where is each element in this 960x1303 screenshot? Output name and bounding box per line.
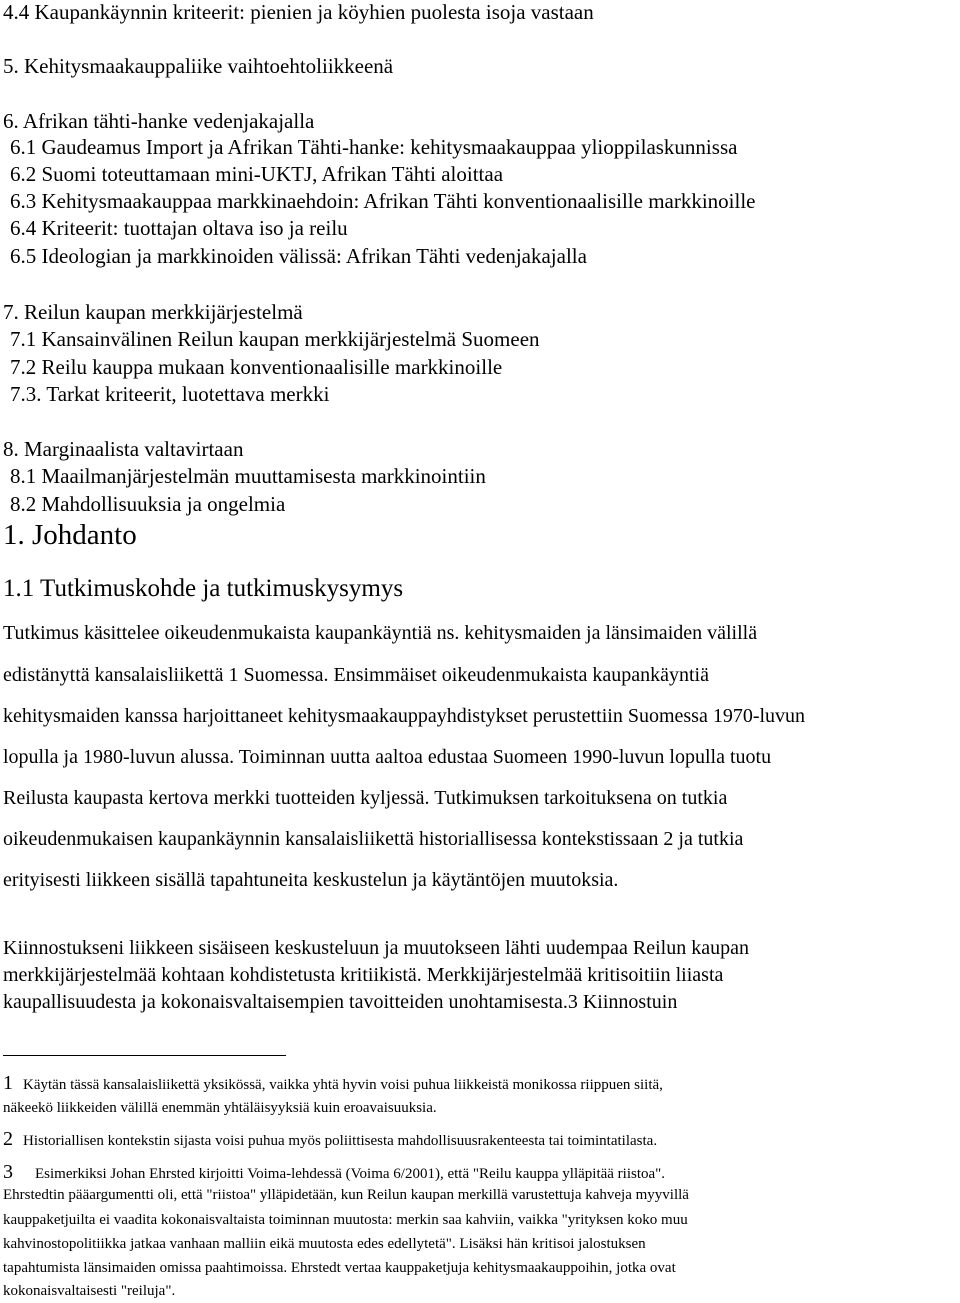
footnote-3 [3,1162,665,1182]
toc-item: 6.1 Gaudeamus Import ja Afrikan Tähti-hanke: kehitysmaakauppaa ylioppilaskunnissa [10,135,738,159]
paragraph-line: kehitysmaiden kanssa harjoittaneet kehitysmaakauppayhdistykset perustettiin Suomessa 1970-luvun [3,705,806,727]
footnote-number: 3 [3,1161,13,1183]
paragraph-line: Kiinnostukseni liikkeen sisäiseen keskusteluun ja muutokseen lähti uudempaa Reilun kaupan [3,937,749,959]
footnote-2 [3,1129,657,1149]
toc-item: 7. Reilun kaupan merkkijärjestelmä [3,300,303,324]
paragraph-line: erityisesti liikkeen sisällä tapahtuneita keskustelun ja käytäntöjen muutoksia. [3,869,619,891]
toc-item: 7.1 Kansainvälinen Reilun kaupan merkkijärjestelmä Suomeen [10,327,540,351]
toc-item: 6.4 Kriteerit: tuottajan oltava iso ja reilu [10,216,348,240]
footnote-3-continuation: tapahtumista länsimaiden omissa paahtimoissa. Ehrstedt vertaa kauppaketjuja kehitysmaakauppoihin, jotka ovat [3,1260,676,1276]
footnote-1-continuation: näkeekö liikkeiden välillä enemmän yhtäläisyyksiä kuin eroavaisuuksia. [3,1100,437,1116]
toc-item: 8.2 Mahdollisuuksia ja ongelmia [10,492,286,516]
paragraph-line: kaupallisuudesta ja kokonaisvaltaisempien tavoitteiden unohtamisesta.3 Kiinnostuin [3,991,678,1013]
paragraph-line: lopulla ja 1980-luvun alussa. Toiminnan uutta aaltoa edustaa Suomeen 1990-luvun lopulla tuotu [3,746,772,768]
footnote-separator [3,1055,286,1056]
paragraph-line: Tutkimus käsittelee oikeudenmukaista kaupankäyntiä ns. kehitysmaiden ja länsimaiden välillä [3,622,758,644]
footnote-1 [3,1073,663,1093]
toc-item: 8.1 Maailmanjärjestelmän muuttamisesta markkinointiin [10,464,486,488]
toc-item: 6.2 Suomi toteuttamaan mini-UKTJ, Afrikan Tähti aloittaa [10,162,504,186]
footnote-number: 2 [3,1128,13,1150]
paragraph-line: merkkijärjestelmää kohtaan kohdistetusta kritiikistä. Merkkijärjestelmää kritisoitiin liiasta [3,964,724,986]
toc-item: 6. Afrikan tähti-hanke vedenjakajalla [3,109,315,133]
footnote-3-continuation: kauppaketjuilta ei vaadita kokonaisvaltaista toiminnan muutosta: merkin saa kahviin, vaikka "yrityksen koko muu [3,1212,688,1228]
footnote-3-continuation: Ehrstedtin pääargumentti oli, että "riistoa" ylläpidetään, kun Reilun kaupan merkillä varustettuja kahveja myyvillä [3,1187,689,1203]
toc-item: 8. Marginaalista valtavirtaan [3,437,244,461]
footnote-number: 1 [3,1072,13,1094]
footnote-3-continuation: kokonaisvaltaisesti "reiluja". [3,1283,176,1299]
toc-item: 6.3 Kehitysmaakauppaa markkinaehdoin: Afrikan Tähti konventionaalisille markkinoille [10,189,756,213]
paragraph-line: Reilusta kaupasta kertova merkki tuotteiden kyljessä. Tutkimuksen tarkoituksena on tutkia [3,787,728,809]
footnote-text: Käytän tässä kansalaisliikettä yksikössä, vaikka yhtä hyvin voisi puhua liikkeistä monikossa riippuen siitä, [23,1077,663,1093]
toc-item: 7.2 Reilu kauppa mukaan konventionaalisille markkinoille [10,355,503,379]
chapter-heading: 1. Johdanto [3,519,137,551]
toc-item: 4.4 Kaupankäynnin kriteerit: pienien ja köyhien puolesta isoja vastaan [3,0,594,24]
paragraph-line: oikeudenmukaisen kaupankäynnin kansalaisliikettä historiallisessa kontekstissaan 2 ja tutkia [3,828,744,850]
footnote-text: Historiallisen kontekstin sijasta voisi puhua myös poliittisesta mahdollisuusrakenteesta tai toimintatilasta. [23,1133,658,1149]
section-heading: 1.1 Tutkimuskohde ja tutkimuskysymys [3,575,404,602]
footnote-3-continuation: kahvinostopolitiikka jatkaa vanhaan malliin eikä muutosta edes edellytetä". Lisäksi hän kritisoi jalostuksen [3,1236,646,1252]
toc-item: 6.5 Ideologian ja markkinoiden välissä: Afrikan Tähti vedenjakajalla [10,244,587,268]
paragraph-line: edistänyttä kansalaisliikettä 1 Suomessa. Ensimmäiset oikeudenmukaista kaupankäyntiä [3,664,709,686]
toc-item: 5. Kehitysmaakauppaliike vaihtoehtoliikkeenä [3,54,394,78]
toc-item: 7.3. Tarkat kriteerit, luotettava merkki [10,382,330,406]
footnote-text: Esimerkiksi Johan Ehrsted kirjoitti Voima-lehdessä (Voima 6/2001), että "Reilu kauppa ylläpitää riistoa". [35,1166,666,1182]
